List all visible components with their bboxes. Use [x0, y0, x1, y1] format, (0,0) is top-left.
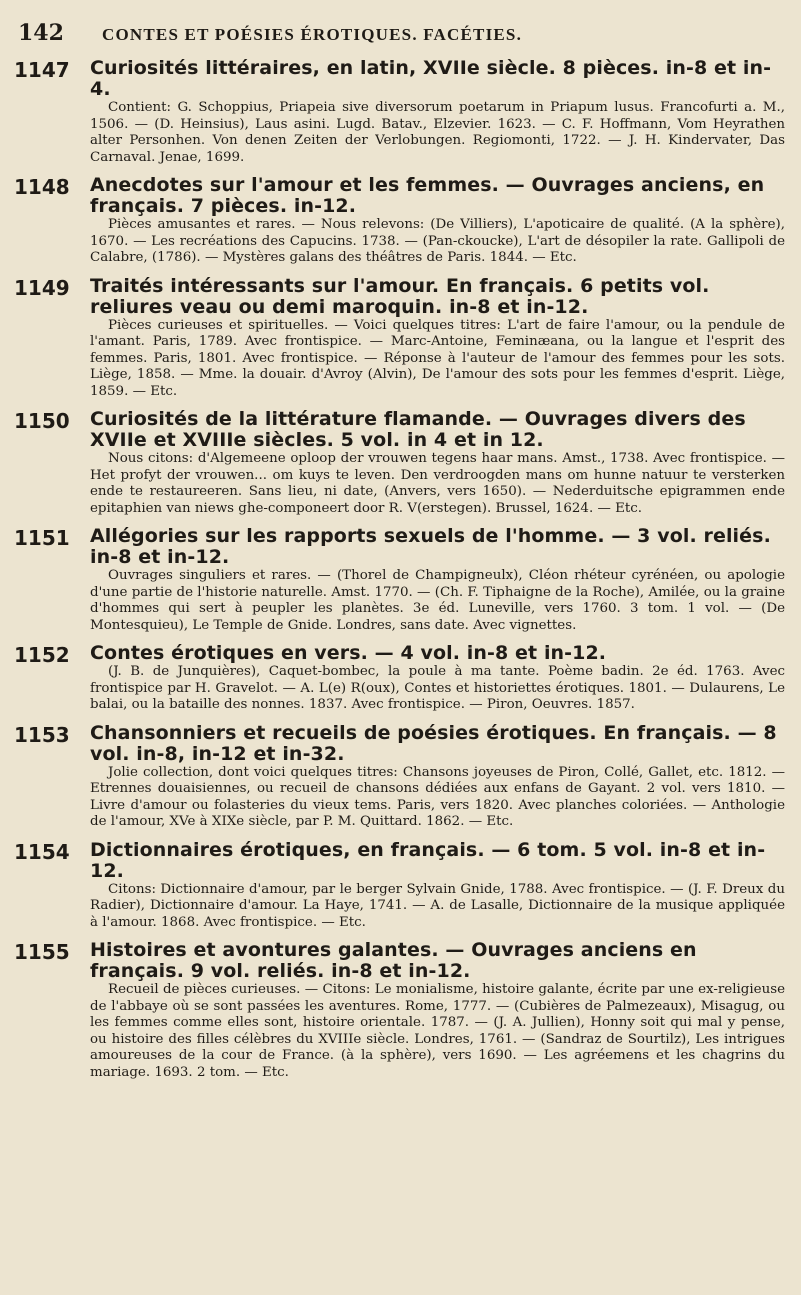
- catalogue-entry: [0, 58, 801, 166]
- entry-title: Dictionnaires érotiques, en français. — 6 tom. 5 vol. in-8 et in-12.: [90, 838, 766, 882]
- lot-number: 1150: [14, 409, 70, 433]
- entry-description: Pièces curieuses et spirituelles. — Voici quelques titres: L'art de faire l'amour, ou la pendule de l'amant. Paris, 1789. Avec frontispice. — Marc-Antoine, Feminæana, ou la langue et l'esprit des femmes. Paris, 1801. Avec frontispice. — Réponse à l'auteur de l'amour des femmes pour les sots. Liège, 1858. — Mme. la douair. d'Avroy (Alvin), De l'amour des sots pour les femmes d'esprit. Liège, 1859. — Etc.: [90, 317, 785, 399]
- page-header: [18, 20, 781, 46]
- entry-description: Recueil de pièces curieuses. — Citons: Le monialisme, histoire galante, écrite par une ex-religieuse de l'abbaye où se sont passées les aventures. Rome, 1777. — (Cubières de Palmezeaux), Misagug, ou les femmes comme elles sont, histoire orientale. 1787. — (J. A. Jullien), Honny soit qui mal y pense, ou histoire des filles célèbres du XVIIIe siècle. Londres, 1761. — (Sandraz de Sourtilz), Les intrigues amoureuses de la cour de France. (à la sphère), vers 1690. — Les agréemens et les chagrins du mariage. 1693. 2 tom. — Etc.: [90, 982, 785, 1080]
- catalogue-entry: [0, 723, 801, 831]
- entry-description: Pièces amusantes et rares. — Nous relevons: (De Villiers), L'apoticaire de qualité. (A la sphère), 1670. — Les recréations des Capucins. 1738. — (Pan-ckoucke), L'art de désopiler la rate. Gallipoli de Calabre, (1786). — Mystères galans des théâtres de Paris. 1844. — Etc.: [90, 217, 785, 265]
- entry-title: Contes érotiques en vers. — 4 vol. in-8 et in-12.: [90, 642, 607, 664]
- entry-title: Curiosités de la littérature flamande. — Ouvrages divers des XVIIe et XVIIIe siècles. 5 vol. in 4 et in 12.: [90, 408, 746, 451]
- entry-list: [0, 58, 801, 1090]
- lot-number: 1147: [14, 58, 70, 82]
- catalogue-entry: [0, 940, 801, 1081]
- entry-title: Traités intéressants sur l'amour. En français. 6 petits vol. reliures veau ou demi maroquin. in-8 et in-12.: [90, 274, 710, 318]
- entry-description: (J. B. de Junquières), Caquet-bombec, la poule à ma tante. Poème badin. 2e éd. 1763. Avec frontispice par H. Gravelot. — A. L(e) R(oux), Contes et historiettes érotiques. 1801. — Dulaurens, Le balai, ou la bataille des nonnes. 1837. Avec frontispice. — Piron, Oeuvres. 1857.: [90, 664, 785, 712]
- lot-number: 1155: [14, 940, 70, 964]
- entry-title: Chansonniers et recueils de poésies érotiques. En français. — 8 vol. in-8, in-12 et in-32.: [90, 721, 777, 765]
- entry-description: Nous citons: d'Algemeene oploop der vrouwen tegens haar mans. Amst., 1738. Avec frontispice. — Het profyt der vrouwen... om kuys te leven. Den verdroogden mans om hunne natuur te versterken ende te restaureeren. Sans lieu, ni date, (Anvers, vers 1650). — Nederduitsche epigrammen ende epitaphien van niews ghe-componeert door R. V(erstegen). Brussel, 1624. — Etc.: [90, 451, 785, 516]
- lot-number: 1152: [14, 643, 70, 667]
- entry-description: Contient: G. Schoppius, Priapeia sive diversorum poetarum in Priapum lusus. Francofurti a. M., 1506. — (D. Heinsius), Laus asini. Lugd. Batav., Elzevier. 1623. — C. F. Hoffmann, Vom Heyrathen alter Personhen. Von denen Zeiten der Verlobungen. Regiomonti, 1722. — J. H. Kindervater, Das Carnaval. Jenae, 1699.: [90, 100, 785, 165]
- entry-title: Allégories sur les rapports sexuels de l'homme. — 3 vol. reliés. in-8 et in-12.: [90, 525, 771, 568]
- running-title: CONTES ET POÉSIES ÉROTIQUES. FACÉTIES.: [102, 25, 523, 44]
- lot-number: 1148: [14, 175, 70, 199]
- entry-description: Ouvrages singuliers et rares. — (Thorel de Champigneulx), Cléon rhéteur cyrénéen, ou apologie d'une partie de l'historie naturelle. Amst. 1770. — (Ch. F. Tiphaigne de la Roche), Amilée, ou la graine d'hommes qui sert à peupler les planètes. 3e éd. Luneville, vers 1760. 3 tom. 1 vol. — (De Montesquieu), Le Temple de Gnide. Londres, sans date. Avec vignettes.: [90, 568, 785, 633]
- entry-title: Curiosités littéraires, en latin, XVIIe siècle. 8 pièces. in-8 et in-4.: [90, 57, 772, 100]
- page-number: 142: [18, 20, 64, 46]
- catalogue-entry: [0, 409, 801, 517]
- lot-number: 1153: [14, 722, 70, 747]
- lot-number: 1149: [14, 275, 70, 300]
- catalogue-entry: [0, 643, 801, 714]
- entry-title: Anecdotes sur l'amour et les femmes. — Ouvrages anciens, en français. 7 pièces. in-12.: [90, 174, 765, 217]
- catalogue-entry: [0, 526, 801, 634]
- lot-number: 1151: [14, 526, 70, 550]
- catalogue-entry: [0, 840, 801, 932]
- catalogue-entry: [0, 276, 801, 401]
- entry-title: Histoires et avontures galantes. — Ouvrages anciens en français. 9 vol. reliés. in-8 et in-12.: [90, 939, 697, 982]
- lot-number: 1154: [14, 839, 70, 864]
- entry-description: Citons: Dictionnaire d'amour, par le berger Sylvain Gnide, 1788. Avec frontispice. — (J. F. Dreux du Radier), Dictionnaire d'amour. La Haye, 1741. — A. de Lasalle, Dictionnaire de la musique appliquée à l'amour. 1868. Avec frontispice. — Etc.: [90, 881, 785, 930]
- catalogue-entry: [0, 175, 801, 267]
- entry-description: Jolie collection, dont voici quelques titres: Chansons joyeuses de Piron, Collé, Gallet, etc. 1812. — Etrennes douaisiennes, ou recueil de chansons dédiées aux enfans de Gayant. 2 vol. vers 1810. — Livre d'amour ou folasteries du vieux tems. Paris, vers 1820. Avec planches coloriées. — Anthologie de l'amour, XVe à XIXe siècle, par P. M. Quittard. 1862. — Etc.: [90, 764, 785, 829]
